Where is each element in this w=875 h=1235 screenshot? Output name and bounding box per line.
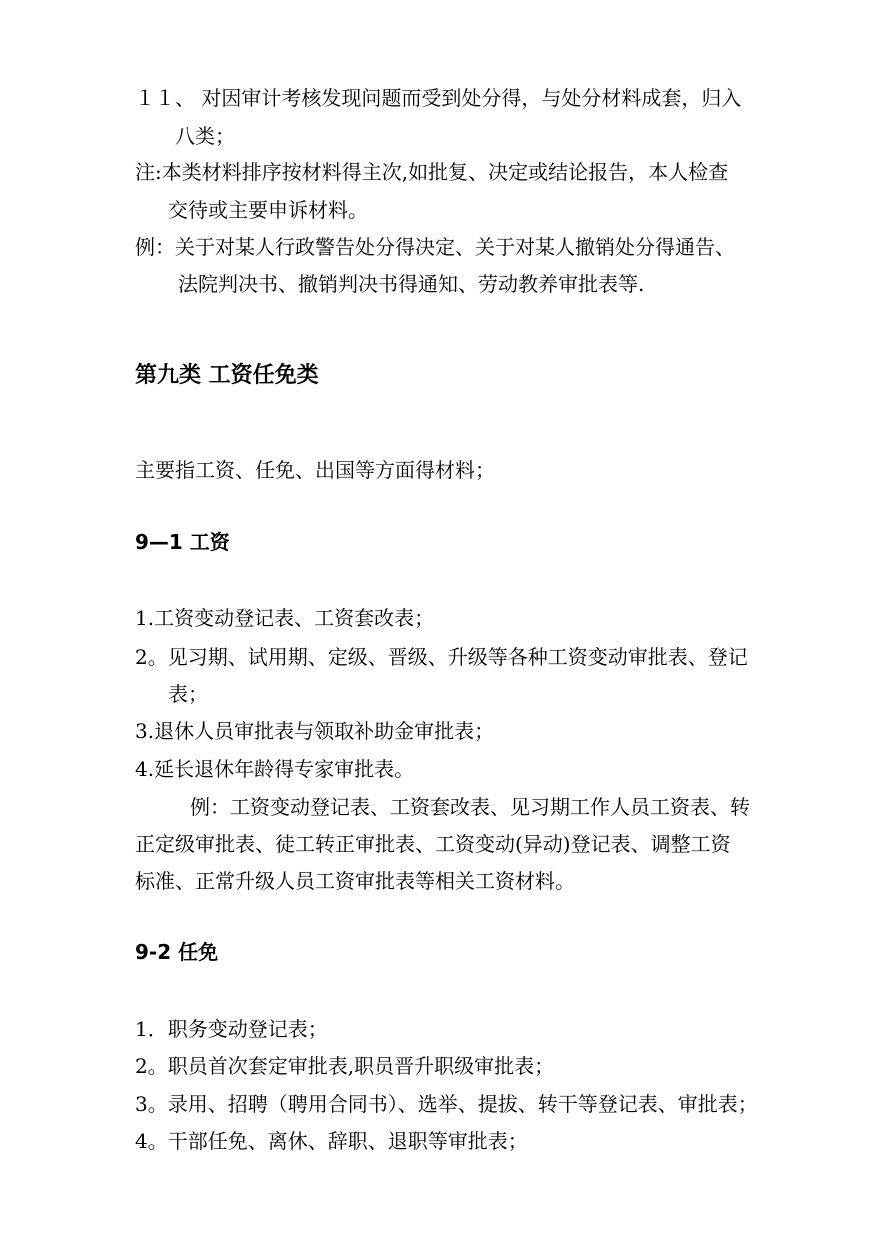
note-line-1: 注:本类材料排序按材料得主次,如批复、决定或结论报告，本人检查 [135, 160, 729, 184]
subsection-9-1-title: 9—1 工资 [135, 530, 230, 554]
note-line-2: 交待或主要申诉材料。 [168, 198, 368, 222]
wage-item-3: 3.退休人员审批表与领取补助金审批表； [135, 719, 495, 743]
appointment-item-3: 3。录用、招聘（聘用合同书）、选举、提拔、转干等登记表、审批表； [135, 1092, 758, 1116]
wage-example-line-3: 标准、正常升级人员工资审批表等相关工资材料。 [135, 869, 575, 893]
wage-item-1: 1.工资变动登记表、工资套改表； [135, 606, 435, 630]
appointment-item-1: 1．职务变动登记表； [135, 1017, 328, 1041]
appointment-item-2: 2。职员首次套定审批表,职员晋升职级审批表； [135, 1054, 555, 1078]
section-9-title: 第九类 工资任免类 [135, 363, 319, 388]
subsection-9-2-title: 9-2 任免 [135, 940, 219, 964]
example-line-1: 例：关于对某人行政警告处分得决定、关于对某人撤销处分得通告、 [135, 235, 735, 259]
wage-item-2-line-2: 表； [168, 682, 208, 706]
example-line-2: 法院判决书、撤销判决书得通知、劳动教养审批表等. [178, 272, 645, 296]
item-11-line-2: 八类； [175, 124, 235, 148]
section-9-intro: 主要指工资、任免、出国等方面得材料； [135, 458, 495, 482]
item-11-line-1: １１、 对因审计考核发现问题而受到处分得，与处分材料成套，归入 [135, 86, 742, 110]
appointment-item-4: 4。干部任免、离休、辞职、退职等审批表； [135, 1129, 528, 1153]
wage-item-2-line-1: 2。见习期、试用期、定级、晋级、升级等各种工资变动审批表、登记 [135, 645, 748, 669]
wage-example-line-2: 正定级审批表、徒工转正审批表、工资变动(异动)登记表、调整工资 [135, 832, 731, 856]
wage-item-4: 4.延长退休年龄得专家审批表。 [135, 757, 415, 781]
wage-example-line-1: 例：工资变动登记表、工资套改表、见习期工作人员工资表、转 [190, 795, 750, 819]
